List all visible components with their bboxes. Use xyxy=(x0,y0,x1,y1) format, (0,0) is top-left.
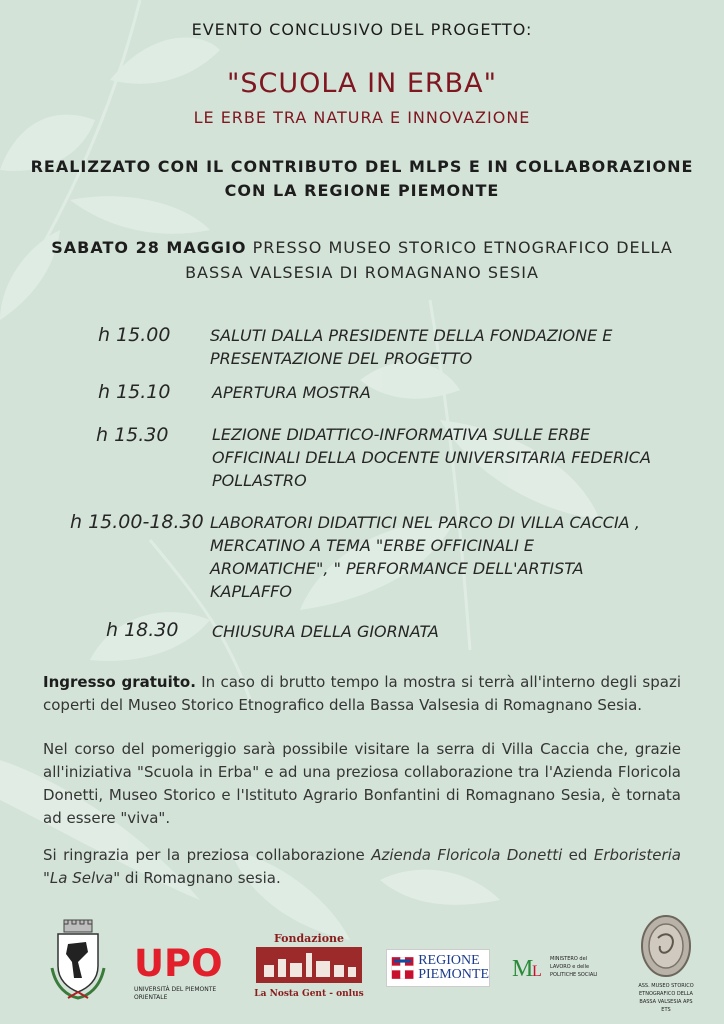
schedule-time: h 15.00-18.30 xyxy=(70,511,204,533)
schedule-activity-line: APERTURA MOSTRA xyxy=(212,383,371,402)
date-location xyxy=(0,235,724,285)
museo-caption: ASS. MUSEO STORICO ETNOGRAFICO DELLA BASSA VALSESIA APS ETS xyxy=(638,983,694,1013)
upo-university-logo xyxy=(134,942,240,1001)
svg-text:M: M xyxy=(512,956,534,980)
fondazione-title: Fondazione xyxy=(273,932,345,945)
thanks-partner-2: Erboristeria "La Selva" xyxy=(43,846,681,887)
contribution-note xyxy=(0,155,724,203)
event-location: PRESSO MUSEO STORICO ETNOGRAFICO DELLA xyxy=(246,238,673,257)
schedule-time: h 15.10 xyxy=(98,381,171,403)
thanks-text: Si ringrazia per la preziosa collaborazione xyxy=(43,846,372,864)
museo-medallion-icon xyxy=(636,914,696,978)
free-entry-label: Ingresso gratuito. xyxy=(43,673,196,691)
upo-wordmark-icon xyxy=(134,942,240,982)
entry-info-paragraph xyxy=(43,671,681,717)
event-title: "SCUOLA IN ERBA" xyxy=(226,68,498,99)
contribution-line-2: CON LA REGIONE PIEMONTE xyxy=(224,181,500,200)
museo-storico-logo xyxy=(636,914,696,1014)
regione-flag-icon xyxy=(391,953,414,983)
schedule-activity-line: LEZIONE DIDATTICO-INFORMATIVA SULLE ERBE xyxy=(212,425,591,444)
schedule-activity xyxy=(210,324,612,370)
schedule-activity xyxy=(212,620,439,643)
coat-of-arms-icon xyxy=(48,918,108,1002)
event-heading: EVENTO CONCLUSIVO DEL PROGETTO: xyxy=(191,20,533,39)
schedule-activity-line: KAPLAFFO xyxy=(210,582,292,601)
schedule-activity xyxy=(212,381,371,404)
schedule-time: h 15.30 xyxy=(96,424,169,446)
romagnano-coat-of-arms-logo xyxy=(48,918,108,1002)
village-icon xyxy=(254,945,364,985)
contribution-line-1: REALIZZATO CON IL CONTRIBUTO DEL MLPS E IN COLLABORAZIONE xyxy=(30,157,694,176)
ministero-caption: MINISTERO del LAVORO e delle POLITICHE SOCIALI xyxy=(550,956,598,978)
regione-line-2: PIEMONTE xyxy=(418,967,489,982)
schedule-activity xyxy=(210,511,640,603)
upo-caption: UNIVERSITÀ DEL PIEMONTE ORIENTALE xyxy=(134,986,217,1001)
greenhouse-paragraph: Nel corso del pomeriggio sarà possibile visitare la serra di Villa Caccia che, grazie all'iniziativa "Scuola in Erba" e ad una preziosa collaborazione tra l'Azienda Floricola Donetti, Museo Storico e l'Istituto Agrario Bonfantini di Romagnano Sesia, è tornata ad essere "viva". xyxy=(43,740,681,827)
schedule-activity-line: AROMATICHE", " PERFORMANCE DELL'ARTISTA xyxy=(210,559,584,578)
schedule-activity-line: OFFICINALI DELLA DOCENTE UNIVERSITARIA FEDERICA xyxy=(212,448,651,467)
schedule-activity-line: LABORATORI DIDATTICI NEL PARCO DI VILLA CACCIA , xyxy=(210,513,640,532)
event-date: SABATO 28 MAGGIO xyxy=(51,238,247,257)
thanks-text: ed xyxy=(562,846,594,864)
regione-line-1: REGIONE xyxy=(418,953,480,968)
svg-text:L: L xyxy=(532,963,542,980)
ministero-emblem-icon xyxy=(512,954,550,980)
event-subtitle: LE ERBE TRA NATURA E INNOVAZIONE xyxy=(193,108,531,127)
thanks-partner-1: Azienda Floricola Donetti xyxy=(371,846,563,864)
schedule-activity-line: CHIUSURA DELLA GIORNATA xyxy=(212,622,439,641)
schedule-time: h 18.30 xyxy=(106,619,179,641)
schedule-activity-line: MERCATINO A TEMA "ERBE OFFICINALI E xyxy=(210,536,534,555)
thanks-text: di Romagnano sesia. xyxy=(120,869,281,887)
fondazione-logo xyxy=(254,932,364,1004)
entry-info-text: In caso di brutto tempo la mostra si terrà all'interno degli spazi coperti del Museo Storico Etnografico della Bassa Valsesia di Romagnano Sesia. xyxy=(43,673,681,714)
schedule-time: h 15.00 xyxy=(98,324,171,346)
ministero-logo xyxy=(512,952,612,982)
schedule-activity-line: PRESENTAZIONE DEL PROGETTO xyxy=(210,349,473,368)
thanks-paragraph xyxy=(43,844,681,890)
schedule-activity xyxy=(212,423,651,492)
event-location-line-2: BASSA VALSESIA DI ROMAGNANO SESIA xyxy=(185,263,539,282)
schedule-activity-line: POLLASTRO xyxy=(212,471,307,490)
regione-piemonte-logo xyxy=(386,949,490,987)
fondazione-subtitle: La Nosta Gent - onlus xyxy=(254,989,364,999)
schedule-activity-line: SALUTI DALLA PRESIDENTE DELLA FONDAZIONE E xyxy=(210,326,613,345)
upo-text: UPO xyxy=(134,942,223,982)
